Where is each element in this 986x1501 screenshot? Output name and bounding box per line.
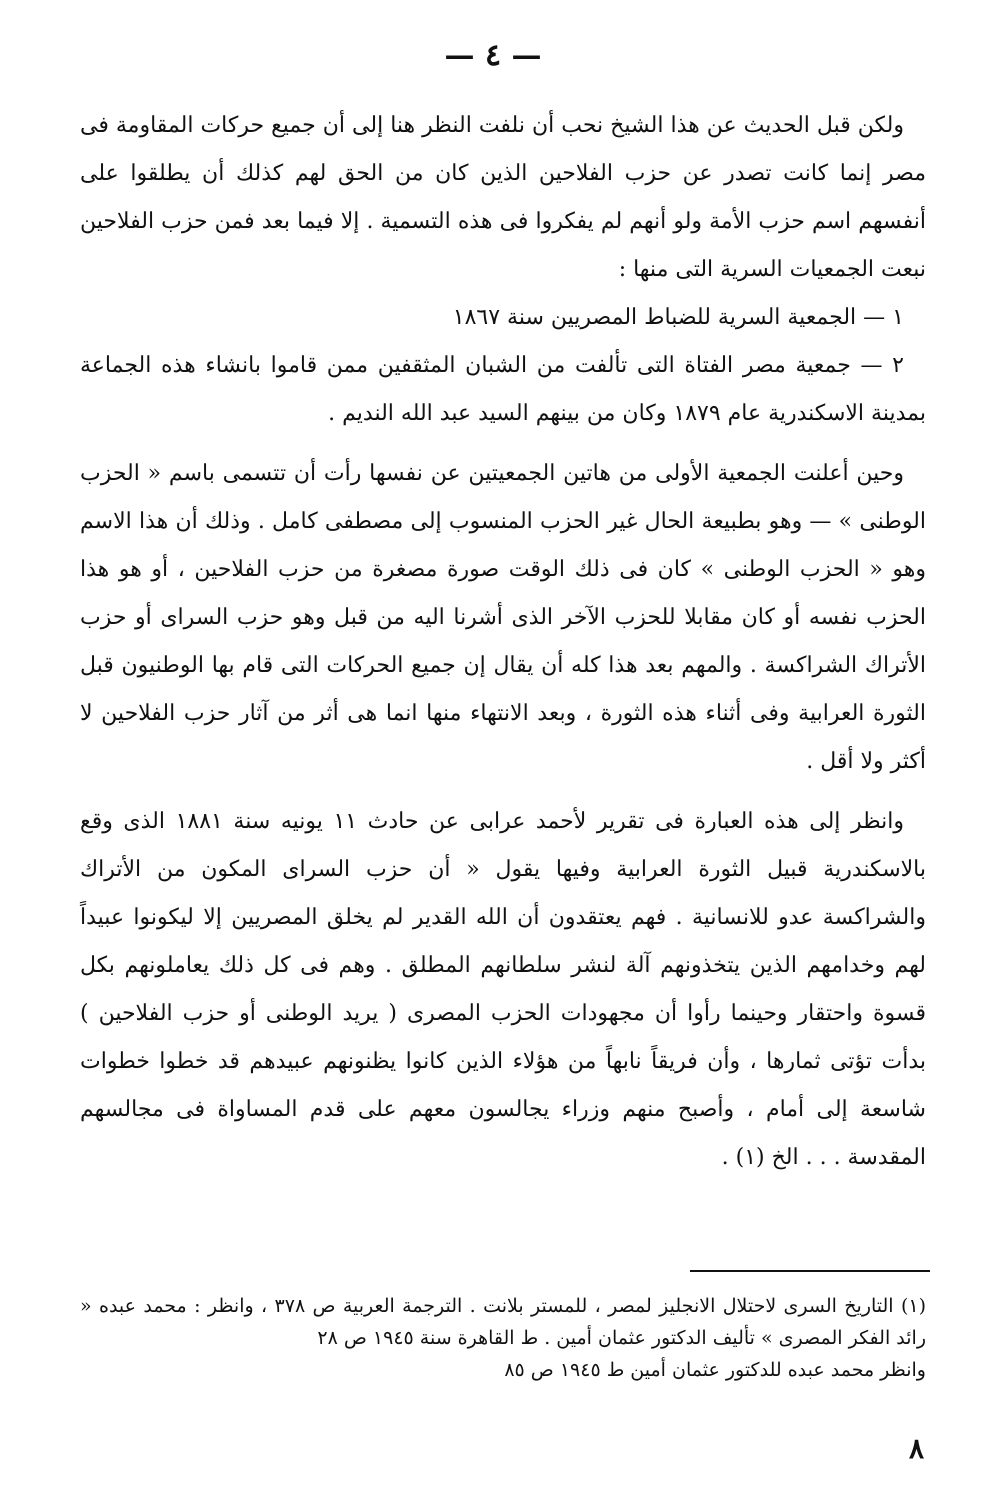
paragraph-urabi-quote: وانظر إلى هذه العبارة فى تقرير لأحمد عرابى عن حادث ١١ يونيه سنة ١٨٨١ الذى وقع بالاسكندرية قبيل الثورة العرابية وفيها يقول « أن حزب السراى المكون من الأتراك والشراكسة عدو للانسانية . فهم يعتقدون أن الله القدير لم يخلق المصريين إلا ليكونوا عبيداً لهم وخدامهم الذين يتخذونهم آلة لنشر سلطانهم المطلق . وهم فى كل ذلك يعاملونهم بكل قسوة واحتقار وحينما رأوا أن مجهودات الحزب المصرى ( يريد الوطنى أو حزب الفلاحين ) بدأت تؤتى ثمارها ، وأن فريقاً نابهاً من هؤلاء الذين كانوا يظنونهم عبيدهم قد خطوا خطوات شاسعة إلى أمام ، وأصبح منهم وزراء يجالسون معهم على قدم المساواة فى مجالسهم المقدسة . . . الخ (١) . (80, 809, 926, 1170)
sheet-number: ٨ (908, 1432, 924, 1465)
paragraph-intro: ولكن قبل الحديث عن هذا الشيخ نحب أن نلفت النظر هنا إلى أن جميع حركات المقاومة فى مصر إنما كانت تصدر عن حزب الفلاحين الذين كان من الحق لهم كذلك أن يطلقوا على أنفسهم اسم حزب الأمة ولو أنهم لم يفكروا فى هذه التسمية . إلا فيما بعد فمن حزب الفلاحين نبعت الجمعيات السرية التى منها : (80, 113, 926, 282)
page-number: — ٤ — (444, 38, 542, 73)
paragraph-national-party: وحين أعلنت الجمعية الأولى من هاتين الجمعيتين عن نفسها رأت أن تتسمى باسم « الحزب الوطنى » — وهو بطبيعة الحال غير الحزب المنسوب إلى مصطفى كامل . وذلك أن هذا الاسم وهو « الحزب الوطنى » كان فى ذلك الوقت صورة مصغرة من حزب الفلاحين ، أو هو هذا الحزب نفسه أو كان مقابلا للحزب الآخر الذى أشرنا اليه من قبل وهو حزب السراى أو حزب الأتراك الشراكسة . والمهم بعد هذا كله أن يقال إن جميع الحركات التى قام بها الوطنيون قبل الثورة العرابية وفى أثناء هذه الثورة ، وبعد الانتهاء منها انما هى أثر من آثار حزب الفلاحين لا أكثر ولا أقل . (80, 461, 926, 774)
list-item-1: ١ — الجمعية السرية للضباط المصريين سنة ١٨٦٧ (452, 305, 904, 330)
footnote-divider (690, 1270, 930, 1272)
footnotes (80, 1290, 926, 1386)
footnote-1: (١) التاريخ السرى لاحتلال الانجليز لمصر ، للمستر بلانت . الترجمة العربية ص ٣٧٨ ، وانظر : محمد عبده « رائد الفكر المصرى » تأليف الدكتور عثمان أمين . ط القاهرة سنة ١٩٤٥ ص ٢٨ (80, 1295, 926, 1349)
main-text (80, 102, 926, 1182)
footnote-2: وانظر محمد عبده للدكتور عثمان أمين ط ١٩٤٥ ص ٨٥ (504, 1359, 926, 1381)
list-item-2: ٢ — جمعية مصر الفتاة التى تألفت من الشبان المثقفين ممن قاموا بانشاء هذه الجماعة بمدينة الاسكندرية عام ١٨٧٩ وكان من بينهم السيد عبد الله النديم . (80, 353, 926, 426)
